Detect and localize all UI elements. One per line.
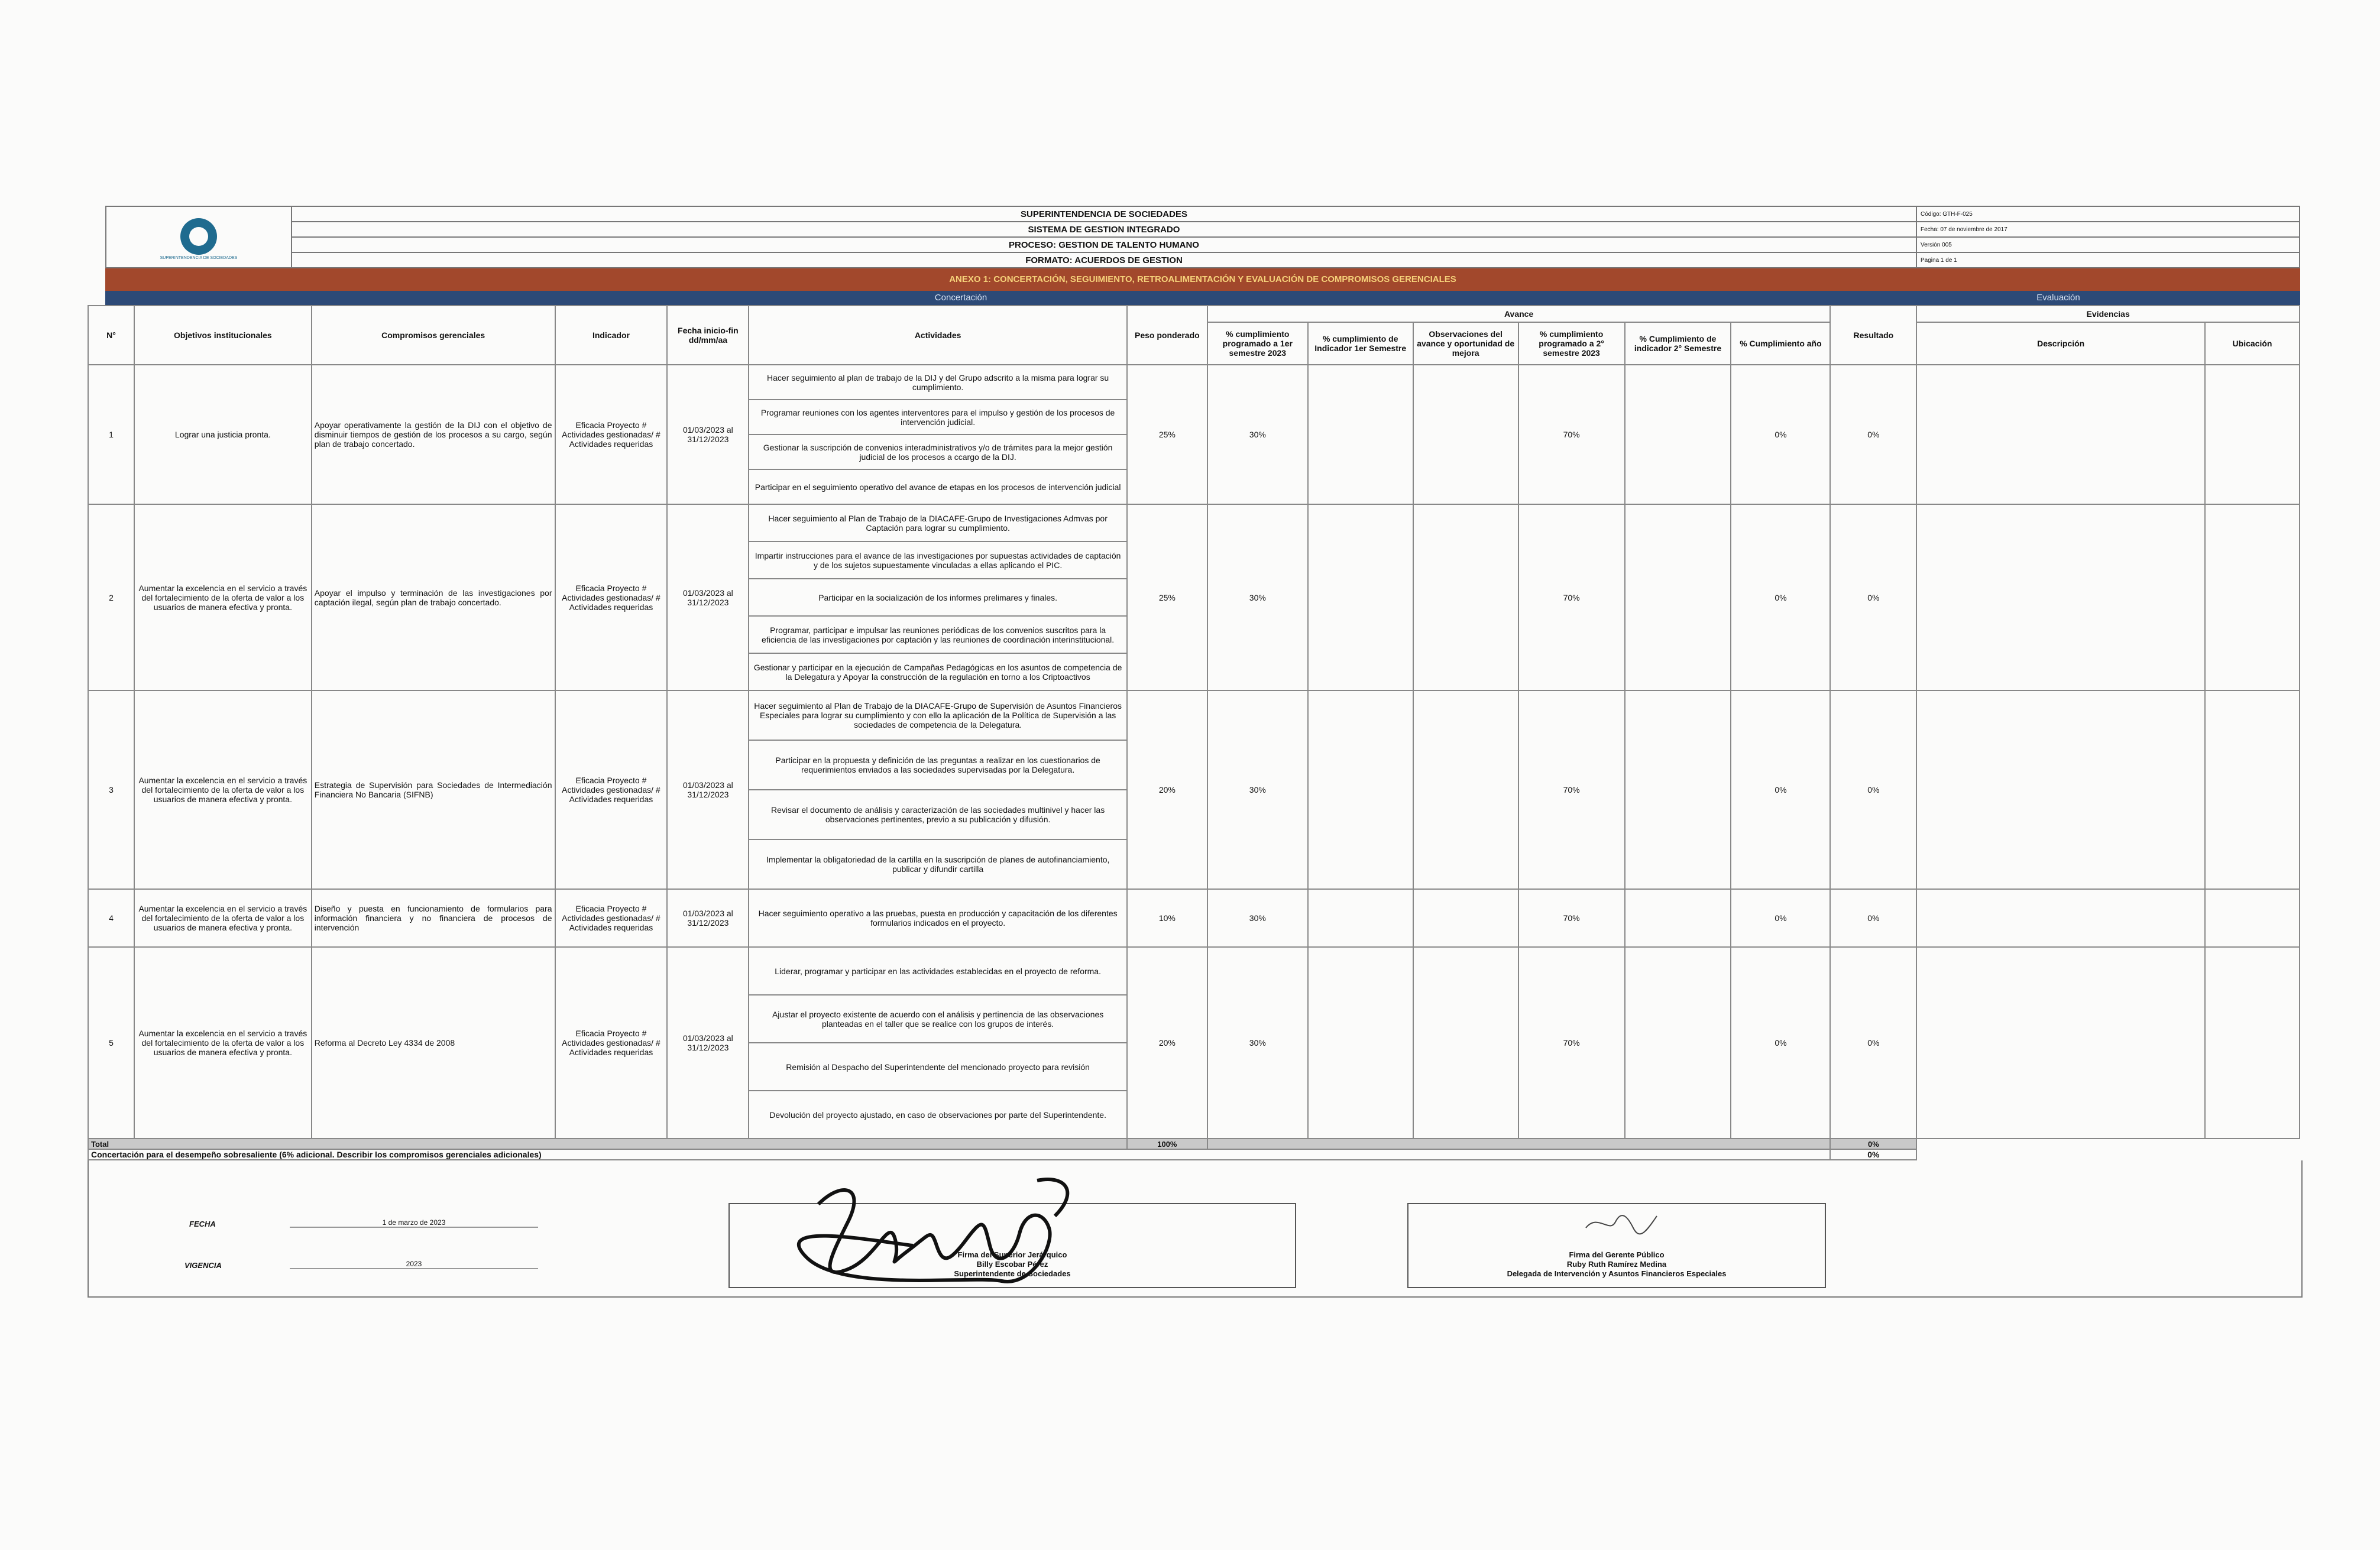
row-peso: 25% [1127, 365, 1207, 504]
sig2-line-1: Firma del Gerente Público [1569, 1250, 1665, 1259]
row-ind1 [1308, 947, 1413, 1139]
fecha-label: FECHA [189, 1220, 216, 1228]
signature-gerente-text [1408, 1250, 1825, 1279]
row-ubicacion [2205, 504, 2300, 690]
row-actividad: Participar en la propuesta y definición de las preguntas a realizar en los cuestionarios de requerimientos enviados a las sociedades supervisadas por la Delegatura. [749, 740, 1127, 790]
row-actividad: Hacer seguimiento operativo a las pruebas, puesta en producción y capacitación de los diferentes formularios indicados en el proyecto. [749, 889, 1127, 947]
row-resultado: 0% [1830, 947, 1916, 1139]
row-prog2: 70% [1518, 504, 1625, 690]
col-resultado: Resultado [1830, 306, 1916, 365]
row-anio: 0% [1731, 947, 1830, 1139]
row-obs [1413, 947, 1518, 1139]
section-evaluacion: Evaluación [1816, 291, 2300, 305]
compromisos-table [88, 305, 2300, 1160]
row-ubicacion [2205, 947, 2300, 1139]
col-ind2: % Cumplimiento de indicador 2° Semestre [1625, 322, 1731, 365]
concertacion-extra-value: 0% [1830, 1149, 1916, 1160]
col-indicador: Indicador [555, 306, 668, 365]
col-peso: Peso ponderado [1127, 306, 1207, 365]
row-peso: 20% [1127, 690, 1207, 889]
row-compromiso: Apoyar operativamente la gestión de la DIJ con el objetivo de disminuir tiempos de gestión de los procesos a su cargo, según plan de trabajo concertado. [312, 365, 555, 504]
row-actividad: Impartir instrucciones para el avance de las investigaciones por supuestas actividades de captación y de los sujetos supuestamente vinculadas a ellas aplicando el PIC. [749, 541, 1127, 579]
row-ind2 [1625, 947, 1731, 1139]
row-anio: 0% [1731, 690, 1830, 889]
row-actividad: Hacer seguimiento al Plan de Trabajo de la DIACAFE-Grupo de Supervisión de Asuntos Financieros Especiales para lograr su cumplimiento y con ello la aplicación de la Política de Supervisión a las sociedades de competencia de la Delegatura. [749, 690, 1127, 740]
row-ind2 [1625, 690, 1731, 889]
header-line-1: SUPERINTENDENCIA DE SOCIEDADES [292, 206, 1916, 222]
row-indicador: Eficacia Proyecto # Actividades gestionadas/ # Actividades requeridas [555, 690, 668, 889]
col-ubicacion: Ubicación [2205, 322, 2300, 365]
row-ind1 [1308, 690, 1413, 889]
header-line-2: SISTEMA DE GESTION INTEGRADO [292, 222, 1916, 237]
row-prog2: 70% [1518, 889, 1625, 947]
row-compromiso: Estrategia de Supervisión para Sociedades de Intermediación Financiera No Bancaria (SIFNB) [312, 690, 555, 889]
row-fecha: 01/03/2023 al 31/12/2023 [667, 889, 749, 947]
row-ubicacion [2205, 690, 2300, 889]
col-fecha: Fecha inicio-fin dd/mm/aa [667, 306, 749, 365]
col-prog2: % cumplimiento programado a 2° semestre 2023 [1518, 322, 1625, 365]
row-ubicacion [2205, 889, 2300, 947]
fecha-value: 1 de marzo de 2023 [290, 1218, 538, 1228]
row-resultado: 0% [1830, 690, 1916, 889]
table-row [88, 947, 2300, 995]
row-number: 1 [88, 365, 134, 504]
row-anio: 0% [1731, 889, 1830, 947]
table-row [88, 690, 2300, 740]
row-number: 2 [88, 504, 134, 690]
sig1-line-2: Billy Escobar Pérez [976, 1260, 1048, 1269]
row-compromiso: Reforma al Decreto Ley 4334 de 2008 [312, 947, 555, 1139]
row-peso: 10% [1127, 889, 1207, 947]
row-prog2: 70% [1518, 365, 1625, 504]
col-compromisos: Compromisos gerenciales [312, 306, 555, 365]
row-objetivo: Lograr una justicia pronta. [134, 365, 312, 504]
row-resultado: 0% [1830, 365, 1916, 504]
row-ind2 [1625, 889, 1731, 947]
row-descripcion [1916, 690, 2205, 889]
col-anio: % Cumplimiento año [1731, 322, 1830, 365]
concertacion-extra-row [88, 1149, 2300, 1160]
row-prog1: 30% [1207, 889, 1308, 947]
annex-banner: ANEXO 1: CONCERTACIÓN, SEGUIMIENTO, RETROALIMENTACIÓN Y EVALUACIÓN DE COMPROMISOS GERENCIALES [105, 268, 2300, 291]
document-header [105, 206, 2300, 268]
row-objetivo: Aumentar la excelencia en el servicio a través del fortalecimiento de la oferta de valor a los usuarios de manera efectiva y pronta. [134, 889, 312, 947]
sig2-line-3: Delegada de Intervención y Asuntos Financieros Especiales [1507, 1269, 1727, 1278]
row-ubicacion [2205, 365, 2300, 504]
row-resultado: 0% [1830, 504, 1916, 690]
row-prog1: 30% [1207, 504, 1308, 690]
col-objetivos: Objetivos institucionales [134, 306, 312, 365]
signature-superior-text [730, 1250, 1295, 1279]
col-actividades: Actividades [749, 306, 1127, 365]
row-obs [1413, 365, 1518, 504]
row-actividad: Gestionar y participar en la ejecución de Campañas Pedagógicas en los asuntos de competencia de la Delegatura y Apoyar la construcción de la regulación en torno a los Criptoactivos [749, 653, 1127, 690]
col-obs: Observaciones del avance y oportunidad de mejora [1413, 322, 1518, 365]
logo-cell [106, 206, 292, 268]
col-prog1: % cumplimiento programado a 1er semestre 2023 [1207, 322, 1308, 365]
table-row [88, 504, 2300, 541]
row-fecha: 01/03/2023 al 31/12/2023 [667, 690, 749, 889]
row-ind1 [1308, 889, 1413, 947]
row-peso: 25% [1127, 504, 1207, 690]
row-prog2: 70% [1518, 947, 1625, 1139]
row-ind1 [1308, 365, 1413, 504]
logo-text: SUPERINTENDENCIA DE SOCIEDADES [160, 255, 238, 260]
row-objetivo: Aumentar la excelencia en el servicio a través del fortalecimiento de la oferta de valor a los usuarios de manera efectiva y pronta. [134, 504, 312, 690]
row-indicador: Eficacia Proyecto # Actividades gestionadas/ # Actividades requeridas [555, 365, 668, 504]
row-actividad: Ajustar el proyecto existente de acuerdo con el análisis y pertinencia de las observaciones planteadas en el taller que se realice con los grupos de interés. [749, 995, 1127, 1043]
row-prog1: 30% [1207, 947, 1308, 1139]
row-indicador: Eficacia Proyecto # Actividades gestionadas/ # Actividades requeridas [555, 889, 668, 947]
row-objetivo: Aumentar la excelencia en el servicio a través del fortalecimiento de la oferta de valor a los usuarios de manera efectiva y pronta. [134, 947, 312, 1139]
row-actividad: Programar reuniones con los agentes interventores para el impulso y gestión de los procesos de intervención judicial. [749, 400, 1127, 434]
row-actividad: Liderar, programar y participar en las actividades establecidas en el proyecto de reforma. [749, 947, 1127, 995]
signature-box-gerente [1407, 1203, 1826, 1288]
row-obs [1413, 504, 1518, 690]
row-actividad: Revisar el documento de análisis y caracterización de las sociedades multinivel y hacer las observaciones pertinentes, previo a su publicación y difusión. [749, 790, 1127, 839]
row-anio: 0% [1731, 504, 1830, 690]
table-row [88, 889, 2300, 947]
row-fecha: 01/03/2023 al 31/12/2023 [667, 504, 749, 690]
sig2-line-2: Ruby Ruth Ramírez Medina [1566, 1260, 1667, 1269]
signature-area [88, 1160, 2303, 1298]
total-label: Total [88, 1139, 1127, 1149]
row-descripcion [1916, 947, 2205, 1139]
col-avance: Avance [1207, 306, 1831, 322]
col-ind1: % cumplimiento de Indicador 1er Semestre [1308, 322, 1413, 365]
row-fecha: 01/03/2023 al 31/12/2023 [667, 365, 749, 504]
row-compromiso: Diseño y puesta en funcionamiento de formularios para información financiera y no financiera de procesos de intervención [312, 889, 555, 947]
row-obs [1413, 889, 1518, 947]
supersociedades-logo-icon [180, 218, 217, 255]
section-concertacion: Concertación [105, 291, 1816, 305]
row-actividad: Hacer seguimiento al Plan de Trabajo de la DIACAFE-Grupo de Investigaciones Admvas por Captación para lograr su cumplimiento. [749, 504, 1127, 541]
signature-box-superior [728, 1203, 1296, 1288]
row-actividad: Implementar la obligatoriedad de la cartilla en la suscripción de planes de autofinanciamiento, publicar y difundir cartilla [749, 839, 1127, 889]
header-pagina: Pagina 1 de 1 [1916, 252, 2300, 268]
concertacion-extra-label: Concertación para el desempeño sobresaliente (6% adicional. Describir los compromisos gerenciales adicionales) [88, 1149, 1830, 1160]
document-sheet [88, 206, 2300, 1323]
total-resultado: 0% [1830, 1139, 1916, 1149]
row-ind1 [1308, 504, 1413, 690]
row-ind2 [1625, 504, 1731, 690]
row-prog1: 30% [1207, 365, 1308, 504]
col-evidencias: Evidencias [1916, 306, 2300, 322]
row-actividad: Remisión al Despacho del Superintendente del mencionado proyecto para revisión [749, 1043, 1127, 1091]
row-indicador: Eficacia Proyecto # Actividades gestionadas/ # Actividades requeridas [555, 504, 668, 690]
row-actividad: Devolución del proyecto ajustado, en caso de observaciones por parte del Superintendente. [749, 1091, 1127, 1139]
sig1-line-3: Superintendente de Sociedades [954, 1269, 1071, 1278]
header-fecha: Fecha: 07 de noviembre de 2017 [1916, 222, 2300, 237]
row-actividad: Programar, participar e impulsar las reuniones periódicas de los convenios suscritos para la eficiencia de las investigaciones por captación y las reuniones de coordinación interinstitucional. [749, 616, 1127, 653]
header-version: Versión 005 [1916, 237, 2300, 252]
total-peso: 100% [1127, 1139, 1207, 1149]
row-peso: 20% [1127, 947, 1207, 1139]
header-codigo: Código: GTH-F-025 [1916, 206, 2300, 222]
col-n: N° [88, 306, 134, 365]
sig1-line-1: Firma del Superior Jerárquico [957, 1250, 1067, 1259]
table-row [88, 365, 2300, 400]
vigencia-value: 2023 [290, 1260, 538, 1269]
total-row [88, 1139, 2300, 1149]
row-actividad: Hacer seguimiento al plan de trabajo de la DIJ y del Grupo adscrito a la misma para lograr su cumplimiento. [749, 365, 1127, 400]
row-objetivo: Aumentar la excelencia en el servicio a través del fortalecimiento de la oferta de valor a los usuarios de manera efectiva y pronta. [134, 690, 312, 889]
row-number: 4 [88, 889, 134, 947]
row-prog2: 70% [1518, 690, 1625, 889]
row-actividad: Gestionar la suscripción de convenios interadministrativos y/o de trámites para la mejor gestión judicial de los procesos a ccargo de la DIJ. [749, 434, 1127, 469]
row-descripcion [1916, 365, 2205, 504]
row-number: 5 [88, 947, 134, 1139]
row-fecha: 01/03/2023 al 31/12/2023 [667, 947, 749, 1139]
row-compromiso: Apoyar el impulso y terminación de las investigaciones por captación ilegal, según plan de trabajo concertado. [312, 504, 555, 690]
handwritten-signature-small-icon [1580, 1210, 1663, 1240]
row-indicador: Eficacia Proyecto # Actividades gestionadas/ # Actividades requeridas [555, 947, 668, 1139]
header-line-4: FORMATO: ACUERDOS DE GESTION [292, 252, 1916, 268]
row-anio: 0% [1731, 365, 1830, 504]
row-actividad: Participar en el seguimiento operativo del avance de etapas en los procesos de intervención judicial [749, 469, 1127, 504]
row-descripcion [1916, 889, 2205, 947]
col-descripcion: Descripción [1916, 322, 2205, 365]
row-descripcion [1916, 504, 2205, 690]
row-number: 3 [88, 690, 134, 889]
header-line-3: PROCESO: GESTION DE TALENTO HUMANO [292, 237, 1916, 252]
row-prog1: 30% [1207, 690, 1308, 889]
vigencia-label: VIGENCIA [184, 1261, 222, 1270]
row-resultado: 0% [1830, 889, 1916, 947]
row-actividad: Participar en la socialización de los informes prelimares y finales. [749, 579, 1127, 616]
row-obs [1413, 690, 1518, 889]
row-ind2 [1625, 365, 1731, 504]
